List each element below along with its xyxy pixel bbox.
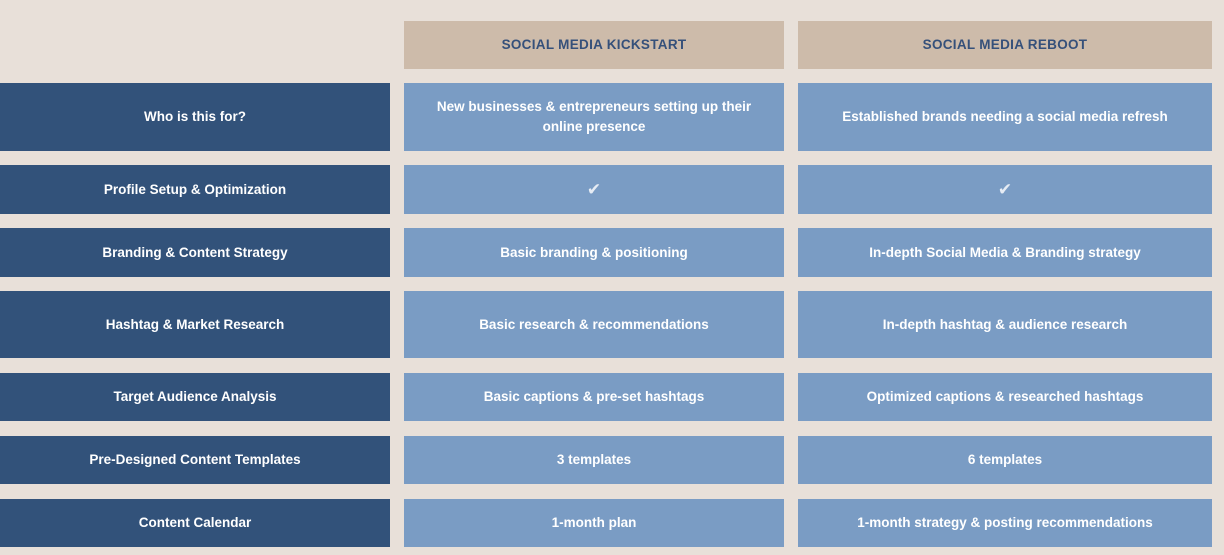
kickstart-profile-setup-value xyxy=(404,165,784,214)
plan-header-reboot: SOCIAL MEDIA REBOOT xyxy=(798,21,1212,69)
kickstart-branding-value: Basic branding & positioning xyxy=(404,228,784,277)
feature-label-templates: Pre-Designed Content Templates xyxy=(0,436,390,484)
reboot-hashtag-research-value: In-depth hashtag & audience research xyxy=(798,291,1212,358)
feature-label-content-calendar: Content Calendar xyxy=(0,499,390,547)
feature-label-hashtag-research: Hashtag & Market Research xyxy=(0,291,390,358)
kickstart-who-value: New businesses & entrepreneurs setting up their online presence xyxy=(404,83,784,151)
kickstart-hashtag-research-value: Basic research & recommendations xyxy=(404,291,784,358)
kickstart-templates-value: 3 templates xyxy=(404,436,784,484)
reboot-profile-setup-value xyxy=(798,165,1212,214)
kickstart-content-calendar-value: 1-month plan xyxy=(404,499,784,547)
kickstart-audience-analysis-value: Basic captions & pre-set hashtags xyxy=(404,373,784,421)
reboot-audience-analysis-value: Optimized captions & researched hashtags xyxy=(798,373,1212,421)
feature-label-who: Who is this for? xyxy=(0,83,390,151)
plan-header-kickstart: SOCIAL MEDIA KICKSTART xyxy=(404,21,784,69)
reboot-branding-value: In-depth Social Media & Branding strategy xyxy=(798,228,1212,277)
feature-label-profile-setup: Profile Setup & Optimization xyxy=(0,165,390,214)
feature-label-audience-analysis: Target Audience Analysis xyxy=(0,373,390,421)
checkmark-icon: ✔ xyxy=(997,179,1013,199)
reboot-templates-value: 6 templates xyxy=(798,436,1212,484)
reboot-who-value: Established brands needing a social media refresh xyxy=(798,83,1212,151)
checkmark-icon: ✔ xyxy=(586,179,602,199)
feature-label-branding: Branding & Content Strategy xyxy=(0,228,390,277)
reboot-content-calendar-value: 1-month strategy & posting recommendations xyxy=(798,499,1212,547)
